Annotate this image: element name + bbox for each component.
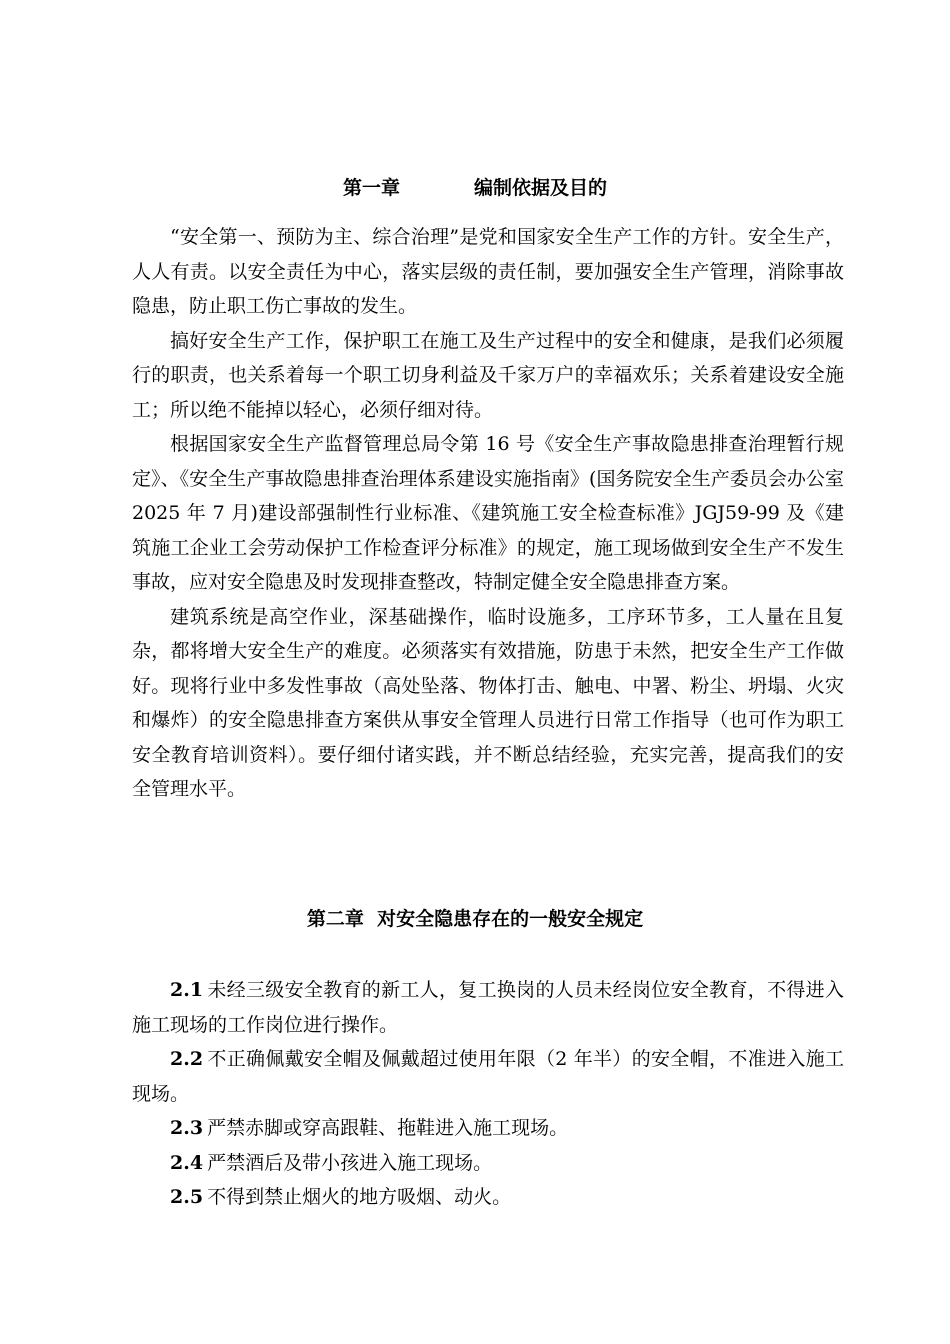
chapter1-paragraph: “安全第一、预防为主、综合治理”是党和国家安全生产工作的方针。安全生产，人人有责。以安全责任为中心，落实层级的责任制，要加强安全生产管理，消除事故隐患，防止职工伤亡事故的发生。 — [132, 226, 844, 317]
rule-item — [132, 973, 844, 1042]
rule-number: 2.4 — [170, 1151, 204, 1174]
rule-item — [132, 1042, 844, 1111]
chapter1-paragraph: 根据国家安全生产监督管理总局令第 16 号《安全生产事故隐患排查治理暂行规定》、《安全生产事故隐患排查治理体系建设实施指南》(国务院安全生产委员会办公室 2025 年 7 月)建设部强制性行业标准、《建筑施工安全检查标准》JGJ59-99 及《建筑施工企业工会劳动保护工作检查评分标准》的规定，施工现场做到安全生产不发生事故，应对安全隐患及时发现排查整改，特制定健全安全隐患排查方案。 — [132, 433, 844, 593]
chapter1-title: 编制依据及目的 — [474, 177, 608, 199]
chapter1-paragraph: 搞好安全生产工作，保护职工在施工及生产过程中的安全和健康，是我们必须履行的职责，也关系着每一个职工切身利益及千家万户的幸福欢乐；关系着建设安全施工；所以绝不能掉以轻心，必须仔细对待。 — [132, 329, 844, 421]
rule-text: 严禁酒后及带小孩进入施工现场。 — [207, 1151, 493, 1174]
chapter2-rules — [132, 973, 844, 1215]
rule-item — [132, 1111, 844, 1146]
chapter2-heading: 第二章 对安全隐患存在的一般安全规定 — [306, 908, 644, 930]
rule-text: 不正确佩戴安全帽及佩戴超过使用年限（2 年半）的安全帽，不准进入施工现场。 — [132, 1048, 844, 1105]
rule-number: 2.1 — [170, 979, 204, 1001]
rule-item — [132, 1180, 844, 1215]
chapter1-number: 第一章 — [342, 177, 400, 199]
rule-number: 2.5 — [170, 1186, 204, 1208]
rule-item — [132, 1146, 844, 1181]
rule-text: 不得到禁止烟火的地方吸烟、动火。 — [207, 1186, 512, 1208]
chapter1-body — [132, 220, 844, 807]
rule-number: 2.2 — [170, 1048, 204, 1070]
chapter1-paragraph: 建筑系统是高空作业，深基础操作，临时设施多，工序环节多，工人量在且复杂，都将增大安全生产的难度。必须落实有效措施，防患于未然，把安全生产工作做好。现将行业中多发性事故（高处坠落、物体打击、触电、中署、粉尘、坍塌、火灾和爆炸）的安全隐患排查方案供从事安全管理人员进行日常工作指导（也可作为职工安全教育培训资料）。要仔细付诸实践，并不断总结经验，充实完善，提高我们的安全管理水平。 — [132, 605, 844, 800]
rule-text: 严禁赤脚或穿高跟鞋、拖鞋进入施工现场。 — [207, 1117, 569, 1139]
chapter1-heading — [0, 175, 950, 201]
rule-text: 未经三级安全教育的新工人，复工换岗的人员未经岗位安全教育，不得进入施工现场的工作岗位进行操作。 — [132, 979, 844, 1036]
rule-number: 2.3 — [170, 1117, 204, 1139]
